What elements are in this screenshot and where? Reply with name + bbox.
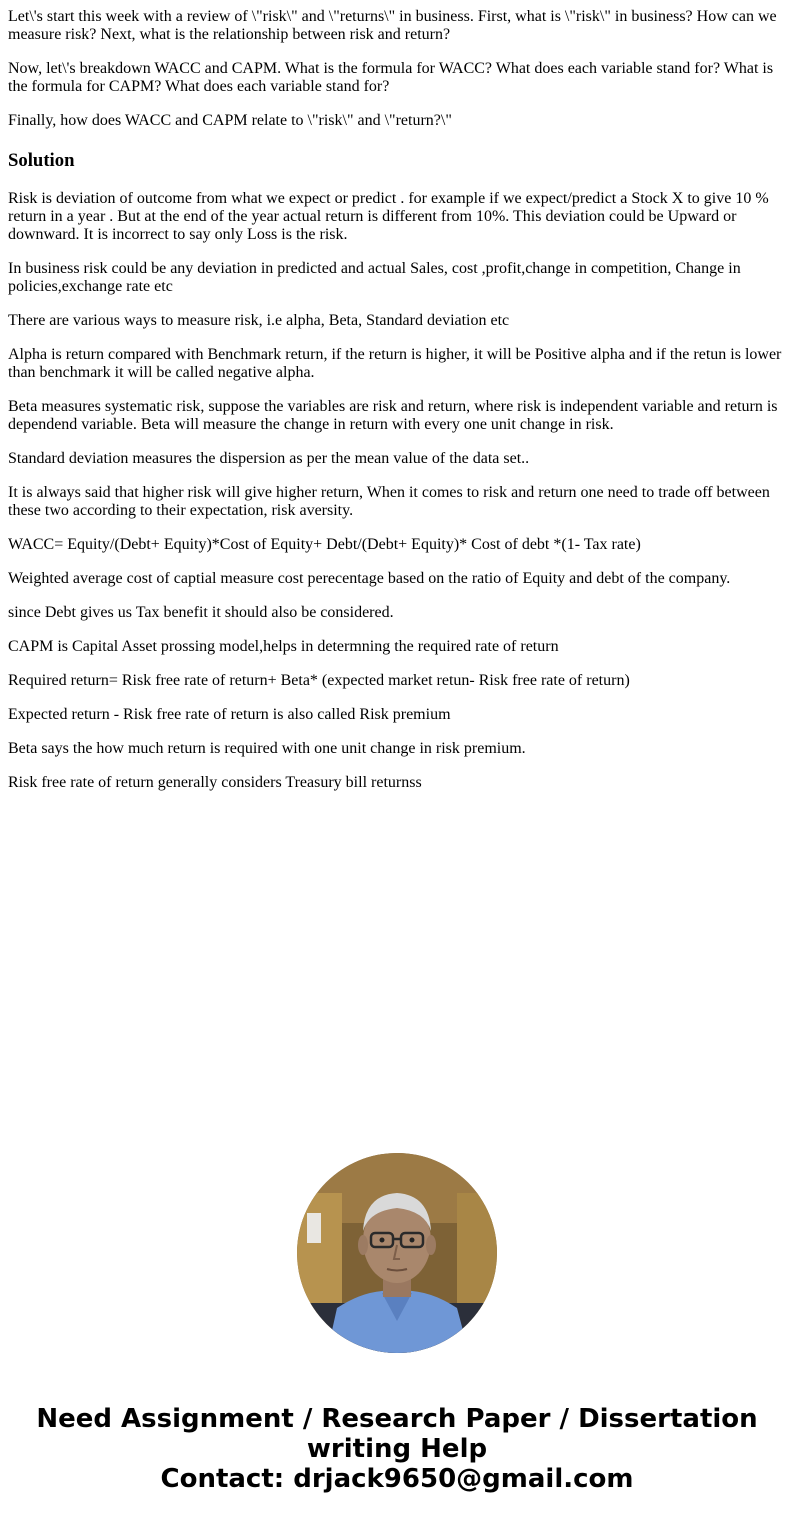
promo-banner [0,1404,794,1494]
solution-paragraph: CAPM is Capital Asset prossing model,helps in determning the required rate of return [8,638,559,655]
solution-paragraph: Risk is deviation of outcome from what we expect or predict . for example if we expect/predict a Stock X to give 10 % return in a year . But at the end of the year actual return is different from 10%. This deviation could be Upward or downward. It is incorrect to say only Loss is the risk. [8,190,769,243]
solution-paragraph: In business risk could be any deviation in predicted and actual Sales, cost ,profit,change in competition, Change in policies,exchange rate etc [8,260,741,295]
question-paragraph-1: Let\'s start this week with a review of \"risk\" and \"returns\" in business. First, what is \"risk\" in business? How can we measure risk? Next, what is the relationship between risk and return? [8,8,777,43]
promo-contact: Contact: drjack9650@gmail.com [160,1464,634,1494]
solution-paragraph: Risk free rate of return generally considers Treasury bill returnss [8,774,422,791]
person-photo-icon [297,1153,497,1353]
solution-paragraph: Beta measures systematic risk, suppose the variables are risk and return, where risk is independent variable and return is dependend variable. Beta will measure the change in return with every one unit change in risk. [8,398,778,433]
document-body [8,0,786,808]
solution-paragraph: since Debt gives us Tax benefit it should also be considered. [8,604,394,621]
solution-paragraph: It is always said that higher risk will give higher return, When it comes to risk and return one need to trade off between these two according to their expectation, risk aversity. [8,484,770,519]
solution-paragraph: Expected return - Risk free rate of return is also called Risk premium [8,706,451,723]
solution-paragraph: Beta says the how much return is required with one unit change in risk premium. [8,740,526,757]
wacc-formula: WACC= Equity/(Debt+ Equity)*Cost of Equity+ Debt/(Debt+ Equity)* Cost of debt *(1- Tax rate) [8,536,641,553]
solution-paragraph: There are various ways to measure risk, i.e alpha, Beta, Standard deviation etc [8,312,510,329]
promo-line-2: writing Help [306,1434,488,1464]
question-paragraph-2: Now, let\'s breakdown WACC and CAPM. What is the formula for WACC? What does each variable stand for? What is the formula for CAPM? What does each variable stand for? [8,60,774,95]
promo-line-1: Need Assignment / Research Paper / Dissertation [36,1404,758,1434]
question-paragraph-3: Finally, how does WACC and CAPM relate to \"risk\" and \"return?\" [8,112,452,129]
solution-heading: Solution [8,150,75,171]
solution-paragraph: Standard deviation measures the dispersion as per the mean value of the data set.. [8,450,530,467]
solution-paragraph: Weighted average cost of captial measure cost perecentage based on the ratio of Equity and debt of the company. [8,570,731,587]
author-avatar [297,1153,497,1353]
solution-paragraph: Alpha is return compared with Benchmark return, if the return is higher, it will be Positive alpha and if the retun is lower than benchmark it will be called negative alpha. [8,346,782,381]
capm-formula: Required return= Risk free rate of return+ Beta* (expected market retun- Risk free rate of return) [8,672,630,689]
